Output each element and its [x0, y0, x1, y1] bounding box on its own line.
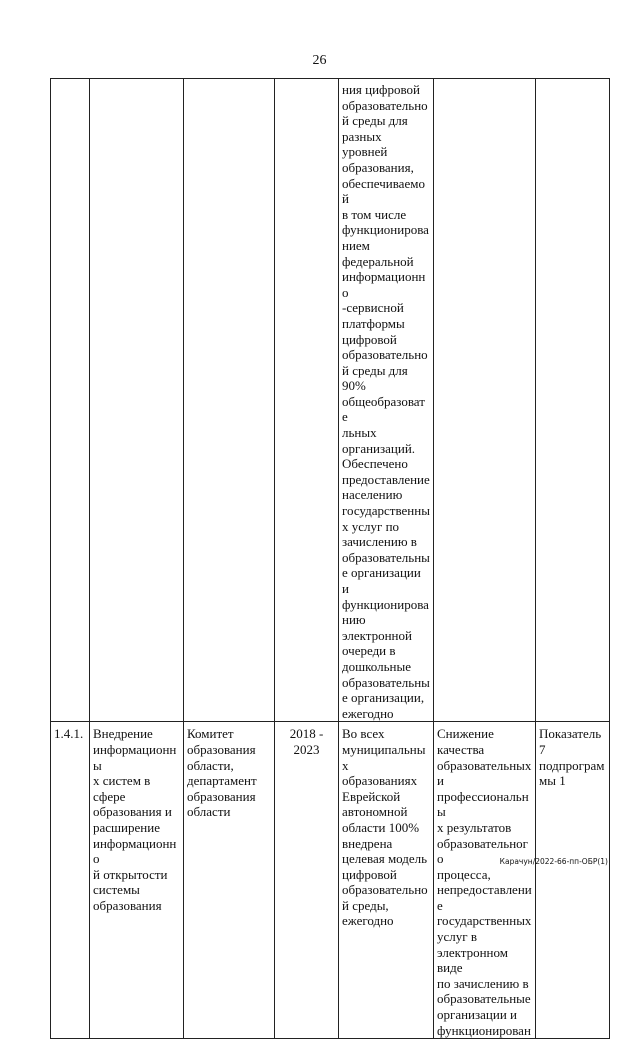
cell-period: 2018 - 2023: [275, 722, 339, 1039]
cell-consequence: Снижение качества образовательных и профессиональны х результатов образовательного процесса, непредоставление государственных услуг в электронном виде по зачислению в образовательные организации и функционирован: [434, 722, 536, 1039]
cell-indicator: [536, 79, 610, 722]
table-row: [51, 79, 610, 722]
table-row: [51, 722, 610, 1039]
cell-result: Во всех муниципальных образованиях Еврейской автономной области 100% внедрена целевая модель цифровой образовательно й среды, ежегодно: [339, 722, 434, 1039]
cell-result: ния цифровой образовательно й среды для разных уровней образования, обеспечиваемой в том числе функционирова нием федеральной информационно -сервисной платформы цифровой образовательно й среды для 90% общеобразовате льных организаций. Обеспечено предоставление населению государственны х услуг по зачислению в образовательны е организации и функционирова нию электронной очереди в дошкольные образовательны е организации, ежегодно: [339, 79, 434, 722]
page-number: 26: [312, 53, 327, 68]
cell-executor: Комитет образования области, департамент образования области: [184, 722, 275, 1039]
cell-num: 1.4.1.: [51, 722, 90, 1039]
measures-table: [50, 78, 610, 1039]
document-code: Карачун/2022-66-пп-ОБР(1): [499, 857, 608, 866]
cell-measure: [90, 79, 184, 722]
cell-executor: [184, 79, 275, 722]
cell-consequence: [434, 79, 536, 722]
cell-num: [51, 79, 90, 722]
cell-measure: Внедрение информационны х систем в сфере образования и расширение информационно й открытости системы образования: [90, 722, 184, 1039]
cell-indicator: Показатель 7 подпрограм мы 1: [536, 722, 610, 1039]
cell-period: [275, 79, 339, 722]
